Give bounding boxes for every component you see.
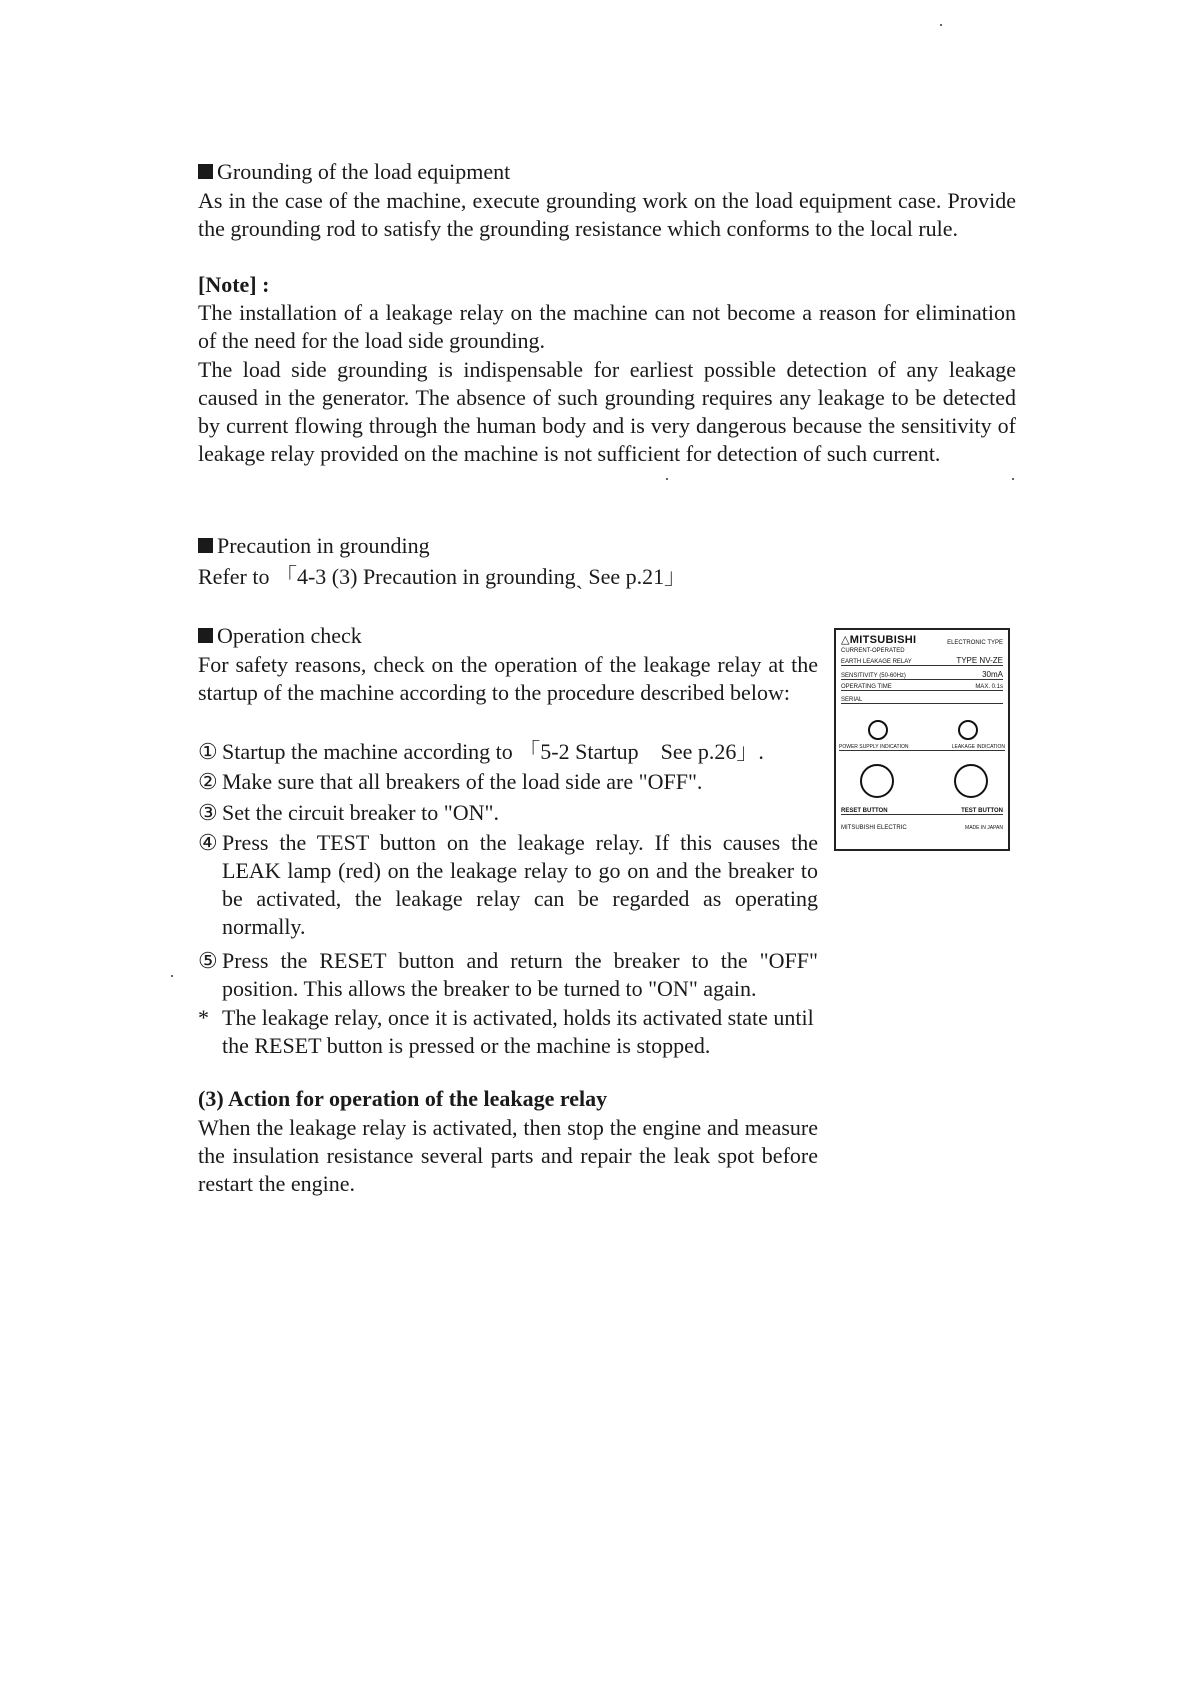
square-bullet-icon (198, 164, 213, 179)
power-indicator-lamp-icon (868, 720, 888, 740)
operation-heading: Operation check (198, 622, 818, 650)
note-label: [Note] : (198, 272, 270, 297)
precaution-section (198, 532, 1016, 560)
operation-step: ⑤ Press the RESET button and return the breaker to the "OFF" position. This allows the breaker to be turned to "ON" again. (198, 948, 818, 1001)
operation-step-list (198, 738, 818, 1060)
grounding-heading: Grounding of the load equipment (198, 158, 1016, 186)
square-bullet-icon (198, 538, 213, 553)
operation-section (198, 622, 818, 650)
action-heading: (3) Action for operation of the leakage relay (198, 1086, 608, 1111)
mitsubishi-logo-icon: △ (841, 634, 850, 646)
relay-indicator-labels: POWER SUPPLY INDICATION LEAKAGE INDICATION (839, 744, 1005, 750)
relay-header: △MITSUBISHI ELECTRONIC TYPE (841, 634, 1003, 646)
operation-step: ④ Press the TEST button on the leakage relay. If this causes the LEAK lamp (red) on the leakage relay to go on and the breaker to be activated, the leakage relay can be regarded as operating normally. (198, 830, 818, 939)
square-bullet-icon (198, 628, 213, 643)
precaution-reference: Refer to 「4-3 (3) Precaution in groundingˎ See p.21」 (198, 564, 687, 589)
test-button-icon (954, 764, 988, 798)
leakage-relay-panel: △MITSUBISHI ELECTRONIC TYPE CURRENT-OPERATED EARTH LEAKAGE RELAY TYPE NV-ZE SENSITIVITY (50-60Hz) 30mA OPERATING TIME MAX. 0.1s SERIAL POWER SUPPLY INDICATION LEAKAGE INDICATION RESET BUTTON TEST BUTTON MITSUBISHI ELECTRIC MADE IN JAPAN (834, 628, 1010, 851)
grounding-section (198, 158, 1016, 186)
relay-footer: MITSUBISHI ELECTRIC MADE IN JAPAN (841, 825, 1003, 831)
relay-operating-time-row: OPERATING TIME MAX. 0.1s (841, 684, 1003, 690)
note-paragraph-2: The load side grounding is indispensable for earliest possible detection of any leakage caused in the generator. The absence of such grounding requires any leakage to be detected by current flowing through the human body and is very dangerous because the sensitivity of leakage relay provided on the machine is not sufficient for detection of such current. (198, 357, 1016, 466)
operation-footnote: * The leakage relay, once it is activated, holds its activated state until the RESET button is pressed or the machine is stopped. (198, 1005, 814, 1058)
precaution-heading: Precaution in grounding (198, 532, 1016, 560)
operation-step: ② Make sure that all breakers of the load side are "OFF". (198, 769, 703, 794)
reset-button-icon (860, 764, 894, 798)
operation-step: ③ Set the circuit breaker to "ON". (198, 800, 499, 825)
note-paragraph-1: The installation of a leakage relay on the machine can not become a reason for elimination of the need for the load side grounding. (198, 300, 1016, 353)
grounding-body: As in the case of the machine, execute grounding work on the load equipment case. Provide the grounding rod to satisfy the grounding resistance which conforms to the local rule. (198, 188, 1016, 241)
relay-brand: △MITSUBISHI (841, 634, 917, 646)
scan-speck (666, 478, 668, 480)
scan-speck (1012, 478, 1014, 480)
operation-step: ① Startup the machine according to 「5-2 Startup See p.26」. (198, 739, 764, 764)
relay-button-labels: RESET BUTTON TEST BUTTON (841, 808, 1003, 814)
scan-speck (171, 975, 173, 977)
leakage-indicator-lamp-icon (958, 720, 978, 740)
relay-product-row: EARTH LEAKAGE RELAY TYPE NV-ZE (841, 656, 1003, 665)
operation-intro: For safety reasons, check on the operation of the leakage relay at the startup of the machine according to the procedure described below: (198, 652, 818, 705)
relay-serial-row: SERIAL (841, 697, 1003, 704)
relay-sensitivity-row: SENSITIVITY (50-60Hz) 30mA (841, 670, 1003, 679)
action-body: When the leakage relay is activated, then stop the engine and measure the insulation resistance several parts and repair the leak spot before restart the engine. (198, 1115, 818, 1196)
scan-speck (940, 24, 942, 26)
